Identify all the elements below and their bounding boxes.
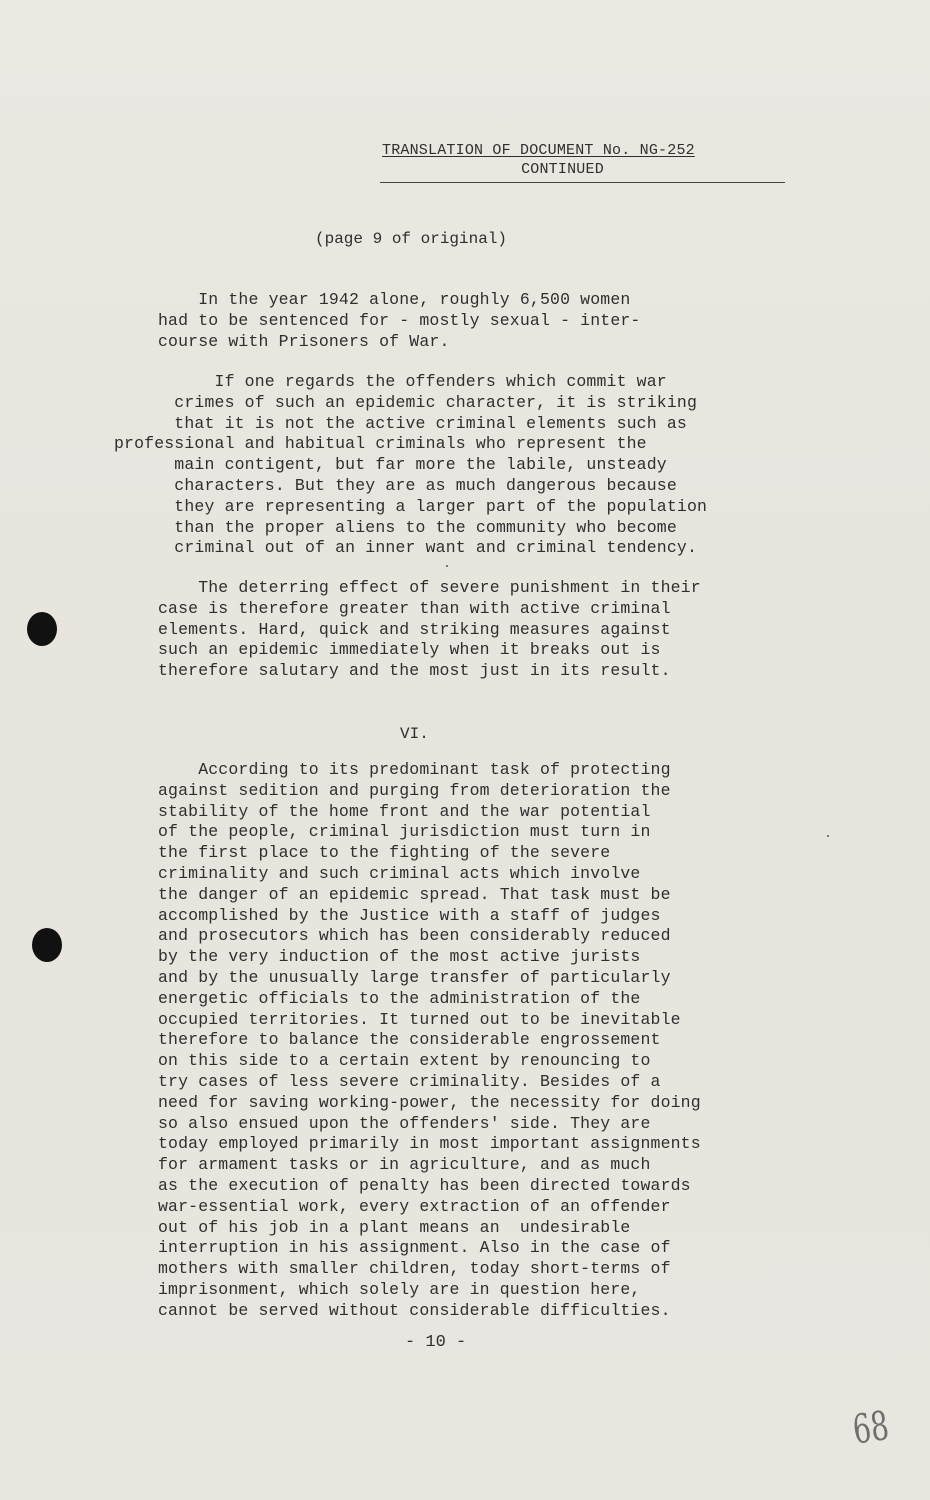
paragraph-1: In the year 1942 alone, roughly 6,500 women had to be sentenced for - mostly sexual - inter- course with Prisoners of War. bbox=[158, 290, 641, 351]
paper-speck bbox=[446, 565, 448, 567]
paragraph-3: The deterring effect of severe punishment in their case is therefore greater than with active criminal elements. Hard, quick and striking measures against such an epidemic immediately when it breaks out is therefore salutary and the most just in its result. bbox=[158, 578, 701, 681]
punch-hole-bottom bbox=[32, 928, 62, 962]
header-subtitle: CONTINUED bbox=[521, 161, 604, 178]
paragraph-2: If one regards the offenders which commit war crimes of such an epidemic character, it is striking that it is not the active criminal elements such as professional and habitual criminals who represent the main contigent, but far more the labile, unsteady characters. But they are as much dangerous because they are representing a larger part of the population than the proper aliens to the community who become criminal out of an inner want and criminal tendency. bbox=[114, 372, 708, 558]
header-title: TRANSLATION OF DOCUMENT No. NG-252 bbox=[382, 142, 695, 159]
section-heading: VI. bbox=[400, 725, 429, 743]
paragraph-4: According to its predominant task of protecting against sedition and purging from deterioration the stability of the home front and the war potential of the people, criminal jurisdiction must turn in the first place to the fighting of the severe criminality and such criminal acts which involve the danger of an epidemic spread. That task must be accomplished by the Justice with a staff of judges and prosecutors which has been considerably reduced by the very induction of the most active jurists and by the unusually large transfer of particularly energetic officials to the administration of the occupied territories. It turned out to be inevitable therefore to balance the considerable engrossement on this side to a certain extent by renouncing to try cases of less severe criminality. Besides of a need for saving working-power, the necessity for doing so also ensued upon the offenders' side. They are today employed primarily in most important assignments for armament tasks or in agriculture, and as much as the execution of penalty has been directed towards war-essential work, every extraction of an offender out of his job in a plant means an undesirable interruption in his assignment. Also in the case of mothers with smaller children, today short-terms of imprisonment, which solely are in question here, cannot be served without considerable difficulties. bbox=[158, 760, 701, 1320]
page-number: - 10 - bbox=[405, 1333, 467, 1352]
original-page-reference: (page 9 of original) bbox=[315, 230, 508, 248]
punch-hole-top bbox=[27, 612, 57, 646]
document-header bbox=[380, 142, 785, 183]
paper-speck bbox=[827, 835, 829, 837]
handwritten-page-number: 68 bbox=[850, 1403, 892, 1454]
header-rule bbox=[380, 182, 785, 183]
